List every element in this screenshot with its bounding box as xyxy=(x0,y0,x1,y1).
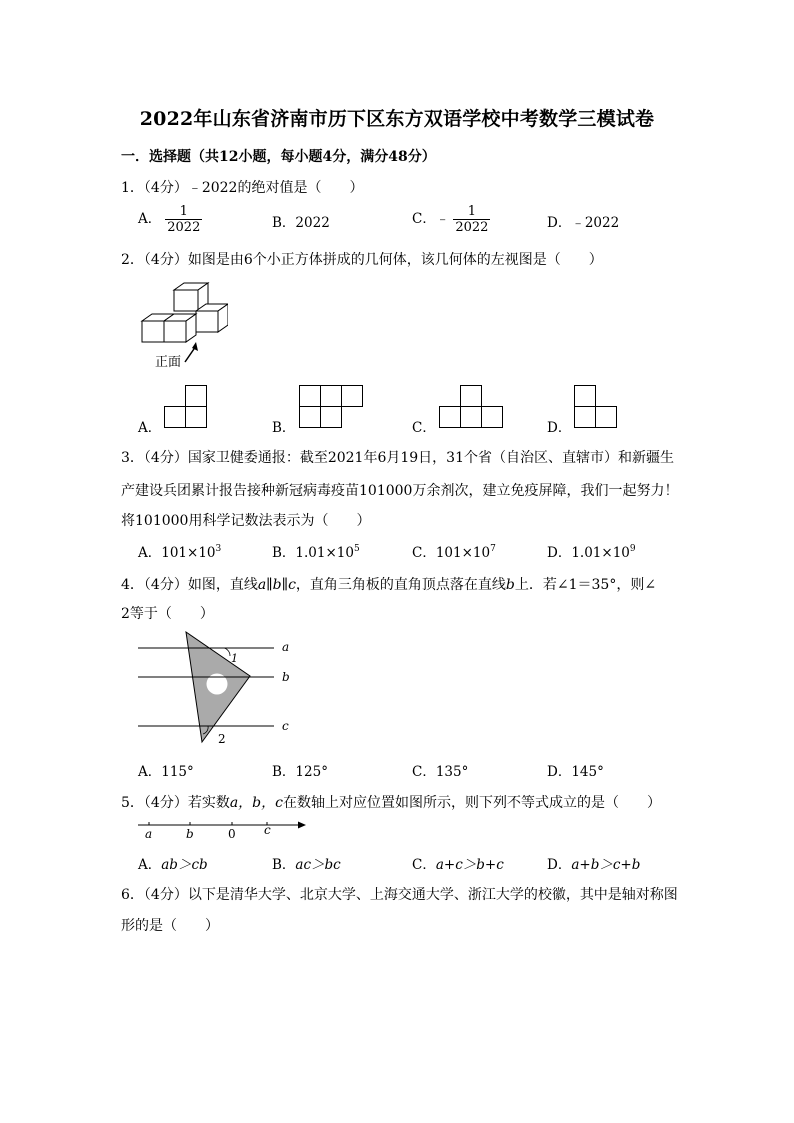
q3-option-b xyxy=(272,541,360,561)
q2-option-a-label: A． xyxy=(138,420,162,436)
q3-option-d xyxy=(547,541,636,561)
q2-option-c-view xyxy=(438,385,504,429)
front-view-label: 正面 xyxy=(155,355,182,370)
q3-option-b-base: B．1.01×10 xyxy=(272,545,354,561)
q5-text-pre: 5．（4分）若实数 xyxy=(121,795,230,811)
q5-option-d-label: D． xyxy=(547,857,572,873)
q1-option-c-fraction xyxy=(453,204,490,235)
q4-option-a: A．115° xyxy=(138,764,194,780)
q5-option-b-text: ac＞bc xyxy=(295,857,341,873)
q2-option-b-label: B． xyxy=(272,420,296,436)
question-3-line-3: 将101000用科学记数法表示为（ ） xyxy=(121,513,371,529)
q5-option-a xyxy=(138,853,208,873)
question-6-line-2: 形的是（ ） xyxy=(121,918,219,934)
angle-1-arc xyxy=(224,648,230,656)
page-title: 2022年山东省济南市历下区东方双语学校中考数学三模试卷 xyxy=(139,108,655,130)
q4-line-b: b xyxy=(505,577,515,593)
q5-option-c-label: C． xyxy=(412,857,436,873)
q5-variables: a，b，c xyxy=(229,795,283,811)
q5-option-a-text: ab＞cb xyxy=(161,857,208,873)
axis-label-b: b xyxy=(186,827,194,841)
line-a-label: a xyxy=(282,640,290,654)
question-3-line-2: 产建设兵团累计报告接种新冠病毒疫苗101000万余剂次，建立免疫屏障，我们一起努力！ xyxy=(121,483,679,499)
q4-text-end: 上．若∠1＝35°，则∠ xyxy=(514,577,657,593)
question-3-line-1: 3．（4分）国家卫健委通报：截至2021年6月19日，31个省（自治区、直辖市）和新疆生 xyxy=(121,450,674,466)
q4-text-post: ，直角三角板的直角顶点落在直线 xyxy=(295,577,506,593)
q1-option-c xyxy=(412,204,490,235)
q5-option-c-text: a+c＞b+c xyxy=(435,857,504,873)
q3-option-c-exponent: 7 xyxy=(490,544,496,554)
q1-option-b: B．2022 xyxy=(272,215,330,231)
q3-option-c-base: C．101×10 xyxy=(412,545,491,561)
question-4-line-1 xyxy=(121,574,656,594)
q2-option-c-label: C． xyxy=(412,420,436,436)
fraction-denominator: 2022 xyxy=(167,220,201,235)
q3-option-c xyxy=(412,541,496,561)
q5-option-b xyxy=(272,853,341,873)
axis-label-c: c xyxy=(264,823,271,837)
q2-option-d-label: D． xyxy=(547,420,572,436)
q4-option-c: C．135° xyxy=(412,764,469,780)
question-1-stem: 1．（4分）﹣2022的绝对值是（ ） xyxy=(121,180,364,196)
q5-option-b-label: B． xyxy=(272,857,296,873)
q1-option-c-label: C．﹣ xyxy=(412,211,450,227)
q2-option-a-view xyxy=(163,385,209,429)
q5-option-a-label: A． xyxy=(138,857,162,873)
q3-option-a-base: A．101×10 xyxy=(138,545,216,561)
q1-option-a-fraction xyxy=(165,204,202,235)
q1-option-a xyxy=(138,204,202,235)
q4-parallel-lines: a∥b∥c xyxy=(257,577,296,593)
fraction-numerator: 1 xyxy=(467,204,477,219)
q4-option-d: D．145° xyxy=(547,764,604,780)
arrow-head xyxy=(298,822,306,829)
cube-stack-figure xyxy=(138,280,228,370)
q5-option-d xyxy=(547,853,640,873)
q2-option-d-view xyxy=(573,385,619,429)
question-4-line-2: 2等于（ ） xyxy=(121,606,214,622)
q2-option-b-view xyxy=(298,385,364,429)
line-c-label: c xyxy=(282,719,289,733)
q1-option-a-label: A． xyxy=(138,211,162,227)
q3-option-d-base: D．1.01×10 xyxy=(547,545,630,561)
q5-option-c xyxy=(412,853,504,873)
q3-option-d-exponent: 9 xyxy=(629,544,636,554)
angle-1-label: 1 xyxy=(231,652,238,665)
triangle-parallel-lines-figure xyxy=(136,628,306,748)
q4-option-b: B．125° xyxy=(272,764,328,780)
q4-text-pre: 4．（4分）如图，直线 xyxy=(121,577,258,593)
q1-option-d: D．﹣2022 xyxy=(547,215,620,231)
axis-label-a: a xyxy=(145,827,153,841)
question-2-stem: 2．（4分）如图是由6个小正方体拼成的几何体，该几何体的左视图是（ ） xyxy=(121,252,603,268)
section-heading: 一．选择题（共12小题，每小题4分，满分48分） xyxy=(121,149,436,165)
fraction-denominator: 2022 xyxy=(455,220,489,235)
q3-option-b-exponent: 5 xyxy=(353,544,360,554)
question-5-stem xyxy=(121,792,661,812)
line-b-label: b xyxy=(282,670,290,684)
number-line-figure xyxy=(136,816,311,842)
axis-label-0: 0 xyxy=(228,827,236,841)
q5-text-post: 在数轴上对应位置如图所示，则下列不等式成立的是（ ） xyxy=(282,795,661,811)
q3-option-a-exponent: 3 xyxy=(215,544,222,554)
fraction-numerator: 1 xyxy=(179,204,188,219)
question-6-line-1: 6．（4分）以下是清华大学、北京大学、上海交通大学、浙江大学的校徽，其中是轴对称图 xyxy=(121,887,678,903)
q5-option-d-text: a+b＞c+b xyxy=(571,857,641,873)
angle-2-label: 2 xyxy=(218,732,226,746)
q3-option-a xyxy=(138,541,221,561)
